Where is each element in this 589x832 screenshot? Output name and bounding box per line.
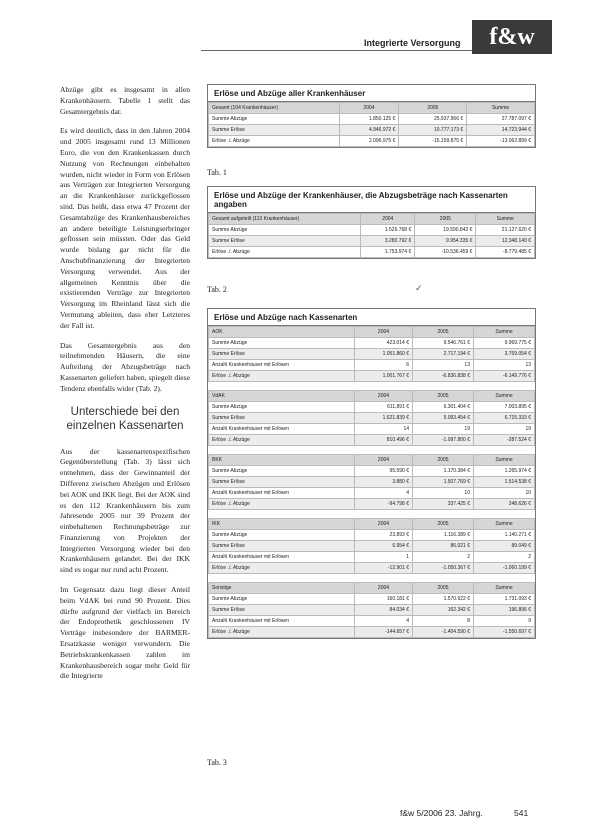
- group-header-row: [209, 391, 535, 402]
- cell: 4: [354, 616, 412, 627]
- cell: 19.590.842 €: [415, 225, 476, 236]
- group-spacer: [209, 574, 535, 583]
- group-header-row: [209, 455, 535, 466]
- cell: 3.769.054 €: [473, 349, 534, 360]
- cell: -287.524 €: [473, 435, 534, 446]
- row-label: Erlöse ./. Abzüge: [209, 371, 355, 382]
- table-row: [209, 466, 535, 477]
- cell: 14: [354, 424, 412, 435]
- row-label: Summe Erlöse: [209, 349, 355, 360]
- cell: 6.301.404 €: [413, 402, 474, 413]
- paragraph: Aus der kassenartenspezifischen Gegenüberstellung (Tab. 3) lässt sich entnehmen, dass der Gewinnanteil der Differenz zwischen Abzügen und Erlösen bei AOK und IKK liegt. Bei der AOK sind es den 112 Krankenhäusern bis zum Jahresende 2005 nur 39 Prozent der einbehaltenen Rechnungsbeträge zur Finanzierung von Projekten der Integrierten Versorgung wieder bei den Krankenhäusern gelandet. Bei der IKK sind es sogar nur rund acht Prozent.: [60, 446, 190, 575]
- cell: 5.093.454 €: [413, 413, 474, 424]
- paragraph: Abzüge gibt es insgesamt in allen Krankenhäusern. Tabelle 1 stellt das Gesamtergebnis dar.: [60, 85, 190, 116]
- column-header: Summe: [473, 583, 534, 594]
- cell: 2.717.194 €: [413, 349, 474, 360]
- table-2-title: Erlöse und Abzüge der Krankenhäuser, die Abzugsbeträge nach Kassenarten angaben: [208, 187, 535, 213]
- cell: 25.937.966 €: [399, 114, 467, 125]
- column-header: 2004: [354, 583, 412, 594]
- row-label: Erlöse ./. Abzüge: [209, 136, 340, 147]
- table-1-caption: Tab. 1: [207, 168, 227, 177]
- cell: 196.896 €: [473, 605, 534, 616]
- cell: -15.159.875 €: [399, 136, 467, 147]
- footer-page-number: 541: [514, 808, 529, 818]
- cell: -12.901 €: [354, 563, 412, 574]
- cell: 10.777.173 €: [399, 125, 467, 136]
- table-3-caption: Tab. 3: [207, 758, 227, 767]
- footer-journal: f&w 5/2006 23. Jahrg.: [400, 808, 483, 818]
- cell: 1.265.974 €: [473, 466, 534, 477]
- cell: -10.536.459 €: [415, 247, 476, 258]
- table-row: [209, 402, 535, 413]
- cell: 611.891 €: [354, 402, 412, 413]
- row-label: Summe Abzüge: [209, 594, 355, 605]
- cell: 3.280.792 €: [361, 236, 415, 247]
- table-row: [209, 530, 535, 541]
- cell: 9.969.775 €: [473, 338, 534, 349]
- column-header: VdAK: [209, 391, 355, 402]
- cell: 86.021 €: [413, 541, 474, 552]
- table-row: [209, 360, 535, 371]
- cell: 1.850.125 €: [339, 114, 399, 125]
- table-row: [209, 605, 535, 616]
- paragraph: Im Gegensatz dazu liegt dieser Anteil beim VdAK bei rund 90 Prozent. Dies dürfte aufgrund der vielfach im Bereich der Endoprothetik geschlossenen IV Verträge insbesondere der BARMER-Ersatzkasse weniger verwundern. Die Betriebskrankenkassen zahlen im Krankenhausbereich sogar mehr Geld für die Integrierte: [60, 585, 190, 681]
- cell: 160.181 €: [354, 594, 412, 605]
- table-row: [209, 594, 535, 605]
- row-label: Summe Abzüge: [209, 402, 355, 413]
- row-label: Erlöse ./. Abzüge: [209, 563, 355, 574]
- table-row: [209, 125, 535, 136]
- group-header-row: [209, 327, 535, 338]
- cell: 6.715.333 €: [473, 413, 534, 424]
- table-row: [209, 499, 535, 510]
- column-header: 2005: [413, 327, 474, 338]
- checkmark-icon: ✓: [415, 283, 423, 293]
- cell: 3.880 €: [354, 477, 412, 488]
- cell: 13: [473, 360, 534, 371]
- cell: 6: [354, 360, 412, 371]
- cell: 1.731.093 €: [473, 594, 534, 605]
- cell: 1.001.767 €: [354, 371, 412, 382]
- column-header: 2005: [413, 519, 474, 530]
- cell: 423.014 €: [354, 338, 412, 349]
- column-header: BKK: [209, 455, 355, 466]
- column-header: 2004: [354, 391, 412, 402]
- column-header: Summe: [473, 519, 534, 530]
- cell: -1.050.367 €: [413, 563, 474, 574]
- column-header: 2004: [361, 214, 415, 225]
- column-header: 2005: [415, 214, 476, 225]
- table-row: [209, 563, 535, 574]
- cell: -1.404.590 €: [413, 627, 474, 638]
- column-header: 2004: [354, 327, 412, 338]
- row-label: Erlöse ./. Abzüge: [209, 435, 355, 446]
- cell: 95.590 €: [354, 466, 412, 477]
- column-header: Gesamt (104 Krankenhäuser): [209, 103, 340, 114]
- paragraph: Es wird deutlich, dass in den Jahren 2004 und 2005 insgesamt rund 13 Millionen Euro, die von den Krankenkassen durch Nutzung von Rechnungen einbehalten wurden, nicht wieder in Form von Erlösen aus Verträgen zur Integrierten Versorgung an die Krankenhäuser zurückgeflossen sind. Das heißt, dass etwa 47 Prozent der Gesamtabzüge des Krankenhausbereiches an andere beteiligte Leistungserbringer geflossen sein müssten. Oder das Geld wurde bislang gar nicht für die Anschubfinanzierung der Integrierten Versorgung verwendet. Aus der allgemeinen Kenntnis über die existierenden Verträge zur Integrierten Versorgung im Rheinland lässt sich die Vermutung ableiten, dass eher Letzteres der Fall ist.: [60, 126, 190, 330]
- table-row: [209, 552, 535, 563]
- table-row: [209, 488, 535, 499]
- cell: 1.140.271 €: [473, 530, 534, 541]
- cell: 84.034 €: [354, 605, 412, 616]
- column-header: Summe: [467, 103, 535, 114]
- column-header: AOK: [209, 327, 355, 338]
- table-1: [207, 84, 536, 148]
- cell: -94.798 €: [354, 499, 412, 510]
- cell: 1.526.768 €: [361, 225, 415, 236]
- row-label: Erlöse ./. Abzüge: [209, 627, 355, 638]
- column-header: 2005: [399, 103, 467, 114]
- row-label: Summe Erlöse: [209, 477, 355, 488]
- table-row: [209, 136, 535, 147]
- cell: 9.954.335 €: [415, 236, 476, 247]
- table-row: [209, 616, 535, 627]
- cell: 27.787.097 €: [467, 114, 535, 125]
- table-row: [209, 413, 535, 424]
- table-row: [209, 627, 535, 638]
- cell: -6.836.838 €: [413, 371, 474, 382]
- column-header: 2005: [413, 455, 474, 466]
- table-3: [207, 308, 536, 639]
- cell: 4: [354, 488, 412, 499]
- cell: 19: [413, 424, 474, 435]
- table-row: [209, 371, 535, 382]
- column-header: 2004: [354, 519, 412, 530]
- cell: 1.570.922 €: [413, 594, 474, 605]
- table-row: [209, 435, 535, 446]
- group-spacer: [209, 382, 535, 391]
- cell: 9: [473, 616, 534, 627]
- section-subheading: Unterschiede bei den einzelnen Kassenarten: [66, 405, 184, 432]
- group-spacer: [209, 510, 535, 519]
- table-row: [209, 338, 535, 349]
- cell: 21.127.620 €: [476, 225, 535, 236]
- cell: -144.657 €: [354, 627, 412, 638]
- cell: 1.051.860 €: [354, 349, 412, 360]
- row-label: Erlöse ./. Abzüge: [209, 247, 361, 258]
- cell: 810.496 €: [354, 435, 412, 446]
- cell: 9.546.761 €: [413, 338, 474, 349]
- cell: 162.342 €: [413, 605, 474, 616]
- column-header: IKK: [209, 519, 355, 530]
- row-label: Summe Abzüge: [209, 338, 355, 349]
- cell: -1.060.199 €: [473, 563, 534, 574]
- column-header: Sonstige: [209, 583, 355, 594]
- section-title: Integrierte Versorgung: [364, 38, 461, 48]
- cell: 2: [473, 552, 534, 563]
- cell: 2.096.975 €: [339, 136, 399, 147]
- row-label: Erlöse ./. Abzüge: [209, 499, 355, 510]
- cell: 89.049 €: [473, 541, 534, 552]
- column-header: Summe: [473, 391, 534, 402]
- fw-logo: f&w: [472, 20, 552, 54]
- cell: 1.621.839 €: [354, 413, 412, 424]
- row-label: Summe Abzüge: [209, 225, 361, 236]
- group-spacer: [209, 446, 535, 455]
- column-header: 2005: [413, 391, 474, 402]
- cell: 6.954 €: [354, 541, 412, 552]
- row-label: Summe Abzüge: [209, 114, 340, 125]
- cell: 1.116.389 €: [413, 530, 474, 541]
- cell: 1: [354, 552, 412, 563]
- column-header: 2004: [339, 103, 399, 114]
- table-row: [209, 247, 535, 258]
- cell: -8.779.485 €: [476, 247, 535, 258]
- group-header-row: [209, 583, 535, 594]
- table-3-title: Erlöse und Abzüge nach Kassenarten: [208, 309, 535, 326]
- row-label: Anzahl Krankenhäuser mit Erlösen: [209, 552, 355, 563]
- cell: 1.507.769 €: [413, 477, 474, 488]
- cell: 1.514.538 €: [473, 477, 534, 488]
- cell: 13: [413, 360, 474, 371]
- body-text-column: [60, 85, 190, 691]
- cell: 19: [473, 424, 534, 435]
- table-row: [209, 424, 535, 435]
- cell: 8: [413, 616, 474, 627]
- cell: 10: [473, 488, 534, 499]
- row-label: Anzahl Krankenhäuser mit Erlösen: [209, 360, 355, 371]
- cell: 1.753.974 €: [361, 247, 415, 258]
- paragraph: Das Gesamtergebnis aus den teilnehmenden Häusern, die eine Aufteilung der Abzugsbeträge nach Kassenarten geliefert haben, spiegelt diese Tendenz ebenfalls wider (Tab. 2).: [60, 340, 190, 393]
- table-2-grid: [208, 213, 535, 258]
- cell: 248.626 €: [473, 499, 534, 510]
- row-label: Anzahl Krankenhäuser mit Erlösen: [209, 488, 355, 499]
- row-label: Summe Erlöse: [209, 413, 355, 424]
- cell: 23.893 €: [354, 530, 412, 541]
- group-header-row: [209, 519, 535, 530]
- table-1-grid: [208, 102, 535, 147]
- column-header: Summe: [473, 327, 534, 338]
- row-label: Summe Erlöse: [209, 605, 355, 616]
- cell: 10: [413, 488, 474, 499]
- cell: -1.550.697 €: [473, 627, 534, 638]
- column-header: Summe: [476, 214, 535, 225]
- table-2: [207, 186, 536, 259]
- cell: -13.062.899 €: [467, 136, 535, 147]
- cell: 12.348.140 €: [476, 236, 535, 247]
- table-row: [209, 236, 535, 247]
- column-header: 2005: [413, 583, 474, 594]
- row-label: Summe Erlöse: [209, 125, 340, 136]
- cell: 2: [413, 552, 474, 563]
- table-row: [209, 349, 535, 360]
- row-label: Summe Erlöse: [209, 541, 355, 552]
- cell: 7.003.895 €: [473, 402, 534, 413]
- cell: 1.170.384 €: [413, 466, 474, 477]
- column-header: Gesamt aufgeteilt (113 Krankenhäuser): [209, 214, 361, 225]
- column-header: Summe: [473, 455, 534, 466]
- row-label: Summe Abzüge: [209, 466, 355, 477]
- column-header: 2004: [354, 455, 412, 466]
- table-3-grid: [208, 326, 535, 638]
- table-1-title: Erlöse und Abzüge aller Krankenhäuser: [208, 85, 535, 102]
- table-row: [209, 225, 535, 236]
- row-label: Anzahl Krankenhäuser mit Erlösen: [209, 616, 355, 627]
- row-label: Summe Abzüge: [209, 530, 355, 541]
- cell: 337.425 €: [413, 499, 474, 510]
- row-label: Summe Erlöse: [209, 236, 361, 247]
- table-2-caption: Tab. 2: [207, 285, 227, 294]
- cell: -1.097.800 €: [413, 435, 474, 446]
- table-row: [209, 541, 535, 552]
- row-label: Anzahl Krankenhäuser mit Erlösen: [209, 424, 355, 435]
- table-row: [209, 114, 535, 125]
- cell: -6.149.776 €: [473, 371, 534, 382]
- cell: 14.723.944 €: [467, 125, 535, 136]
- table-row: [209, 477, 535, 488]
- cell: 4.946.972 €: [339, 125, 399, 136]
